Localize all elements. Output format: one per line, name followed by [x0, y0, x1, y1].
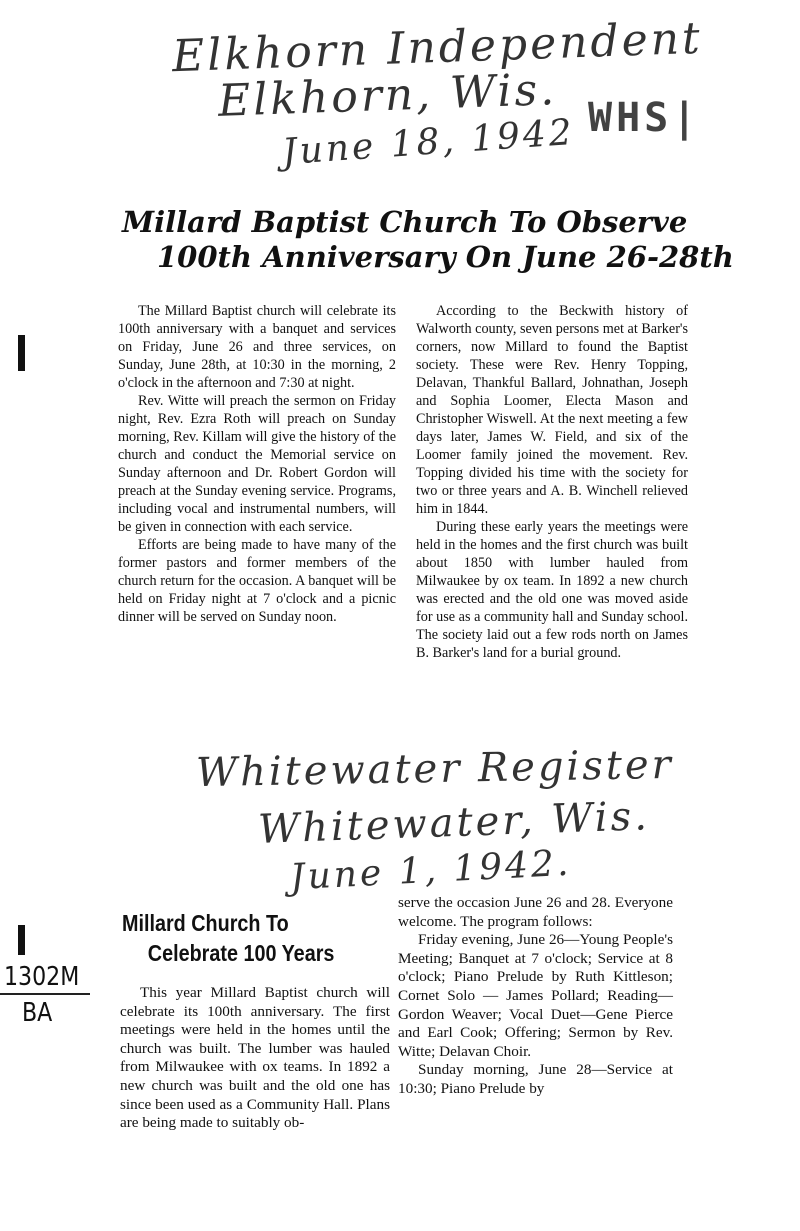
catalog-divider — [0, 993, 90, 995]
handwritten-newspaper-name: Whitewater Register — [195, 741, 675, 797]
article1-col1-paragraph: The Millard Baptist church will celebrate its 100th anniversary with a banquet and services on Friday, June 26 and three services, on Sunday, June 28th, at 10:30 in the morning, 2 o'clock in the afternoon and 7:30 at night. — [118, 303, 396, 391]
article2-col1-paragraph: This year Millard Baptist church will celebrate its 100th anniversary. The first meetings were held in the homes until the church was built. The lumber was hauled from Milwaukee with ox teams. In 1892 a new church was built and the old one has since been used as a Community Hall. Plans are being made to suitably ob- — [120, 984, 390, 1132]
article1-headline-line1: Millard Baptist Church To Observe — [122, 205, 688, 239]
article2-headline-line2: Celebrate 100 Years — [147, 940, 335, 966]
article1-column1 — [118, 302, 396, 626]
margin-mark — [18, 335, 25, 371]
handwritten-date: June 1, 1942. — [289, 842, 573, 899]
article2-col2-paragraph: Sunday morning, June 28—Service at 10:30; Piano Prelude by — [398, 1061, 673, 1097]
article2-column1 — [120, 984, 390, 1133]
article1-col1-paragraph: Efforts are being made to have many of the former pastors and former members of the church return for the occasion. A banquet will be held on Friday night at 7 o'clock and a picnic dinner will be served on Sunday noon. — [118, 537, 396, 625]
catalog-code: BA — [22, 998, 53, 1028]
margin-mark — [18, 925, 25, 955]
article2-col2-paragraph: Friday evening, June 26—Young People's Meeting; Banquet at 7 o'clock; Service at 8 o'clock; Piano Prelude by Ruth Kittleson; Cornet Solo — James Pollard; Reading—Gordon Weaver; Vocal Duet—Gene Pierce and Earl Cook; Offering; Sermon by Rev. Witte; Delavan Choir. — [398, 931, 673, 1060]
article1-col2-paragraph: During these early years the meetings were held in the homes and the first church was built about 1850 with lumber hauled from Milwaukee by ox team. In 1892 a new church was erected and the old one was moved aside for use as a community hall and Sunday school. The society laid out a few rods north on James B. Barker's land for a burial ground. — [416, 519, 688, 661]
article2-headline-line1: Millard Church To — [122, 910, 289, 936]
article1-col1-paragraph: Rev. Witte will preach the sermon on Friday night, Rev. Ezra Roth will preach on Sunday morning, Rev. Killam will give the history of the church and conduct the Memorial service on Sunday afternoon and Dr. Robert Gordon will preach at the Sunday evening service. Programs, including vocal and instrumental numbers, will be given in connection with each service. — [118, 393, 396, 535]
article1-headline-line2: 100th Anniversary On June 26-28th — [157, 240, 734, 274]
article1-col2-paragraph: According to the Beckwith history of Walworth county, seven persons met at Barker's corners, now Millard to found the Baptist society. These were Rev. Henry Topping, Delavan, Thankful Ballard, Johnathan, Joseph and Sophia Loomer, Electa Mason and Christopher Wiswell. At the next meeting a few days later, James W. Field, and six of the Loomer family joined the movement. Rev. Topping divided his time with the society for two or three years and A. B. Winchell relieved him in 1844. — [416, 303, 688, 517]
handwritten-newspaper-name: Elkhorn Independent — [171, 12, 704, 83]
article2-headline — [122, 908, 334, 968]
article2-col2-paragraph: serve the occasion June 26 and 28. Everyone welcome. The program follows: — [398, 894, 673, 930]
handwritten-place: Whitewater, Wis. — [257, 793, 651, 853]
perforation-stamp: WHS| — [588, 95, 701, 141]
article1-column2 — [416, 302, 688, 662]
handwritten-date: June 18, 1942 — [280, 111, 576, 174]
handwritten-place: Elkhorn, Wis. — [217, 64, 558, 127]
catalog-number: 1302M — [4, 962, 80, 992]
article2-column2 — [398, 894, 673, 1099]
